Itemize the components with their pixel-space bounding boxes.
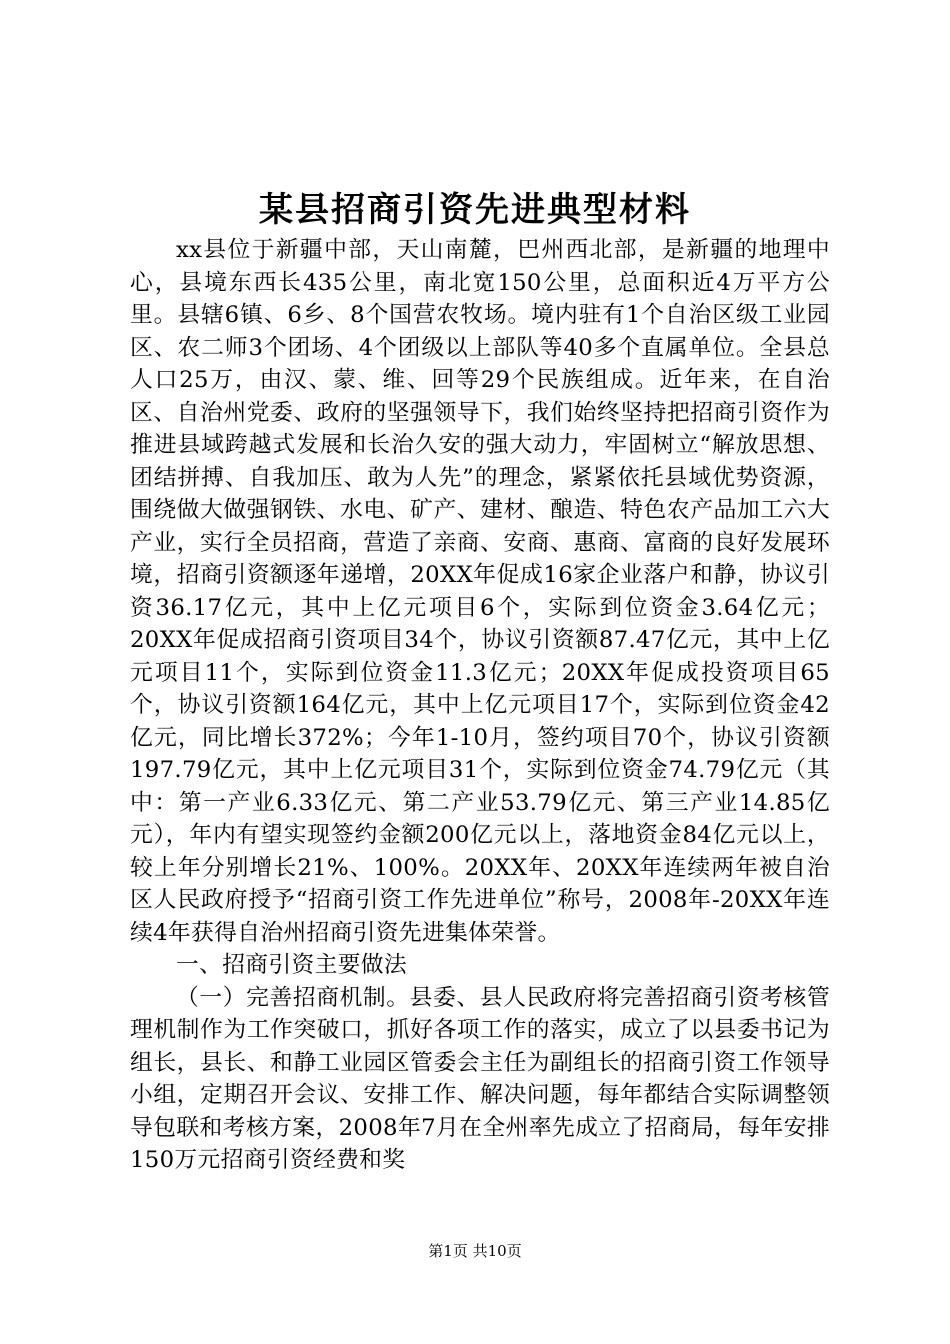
document-title: 某县招商引资先进典型材料 — [259, 190, 691, 230]
document-body — [130, 234, 830, 1177]
page-number: 第1页 共10页 — [428, 1242, 522, 1260]
paragraph-overview: xx县位于新疆中部，天山南麓，巴州西北部，是新疆的地理中心，县境东西长435公里，南北宽150公里，总面积近4万平方公里。县辖6镇、6乡、8个国营农牧场。境内驻有1个自治区级工业园区、农二师3个团场、4个团级以上部队等40多个直属单位。全县总人口25万，由汉、蒙、维、回等29个民族组成。近年来，在自治区、自治州党委、政府的坚强领导下，我们始终坚持把招商引资作为推进县域跨越式发展和长治久安的强大动力，牢固树立“解放思想、团结拼搏、自我加压、敢为人先”的理念，紧紧依托县域优势资源，围绕做大做强钢铁、水电、矿产、建材、酿造、特色农产品加工六大产业，实行全员招商，营造了亲商、安商、惠商、富商的良好发展环境，招商引资额逐年递增，20XX年促成16家企业落户和静，协议引资36.17亿元，其中上亿元项目6个，实际到位资金3.64亿元；20XX年促成招商引资项目34个，协议引资额87.47亿元，其中上亿元项目11个，实际到位资金11.3亿元；20XX年促成投资项目65个，协议引资额164亿元，其中上亿元项目17个，实际到位资金42亿元，同比增长372%；今年1-10月，签约项目70个，协议引资额197.79亿元，其中上亿元项目31个，实际到位资金74.79亿元（其中：第一产业6.33亿元、第二产业53.79亿元、第三产业14.85亿元），年内有望实现签约金额200亿元以上，落地资金84亿元以上，较上年分别增长21%、100%。20XX年、20XX年连续两年被自治区人民政府授予“招商引资工作先进单位”称号，2008年-20XX年连续4年获得自治州招商引资先进集体荣誉。 — [130, 237, 830, 946]
section-heading: 一、招商引资主要做法 — [176, 952, 407, 978]
paragraph-mechanism: （一）完善招商机制。县委、县人民政府将完善招商引资考核管理机制作为工作突破口，抓好各项工作的落实，成立了以县委书记为组长，县长、和静工业园区管委会主任为副组长的招商引资工作领导小组，定期召开会议、安排工作、解决问题，每年都结合实际调整领导包联和考核方案，2008年7月在全州率先成立了招商局，每年安排150万元招商引资经费和奖 — [130, 984, 830, 1173]
